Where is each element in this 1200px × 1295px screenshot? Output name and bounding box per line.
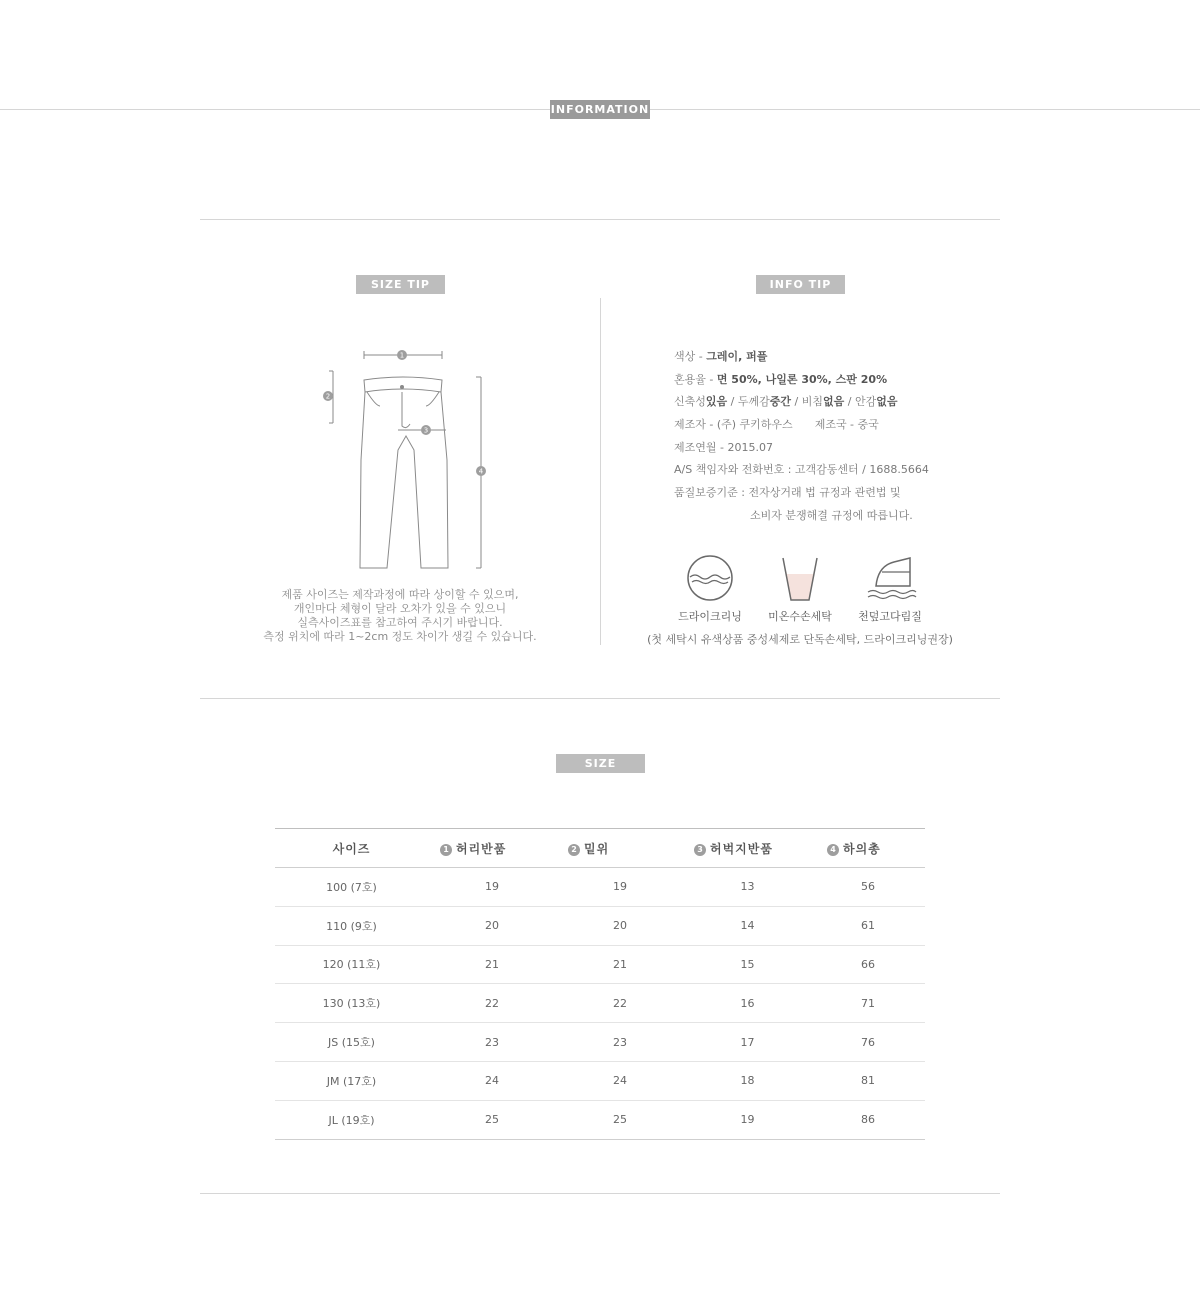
value-cell: 23 — [428, 1023, 556, 1062]
marker-1: 1 — [399, 351, 405, 360]
info-list — [674, 347, 974, 529]
value-cell: 81 — [811, 1061, 925, 1100]
info-date: 제조연월 - 2015.07 — [674, 440, 773, 454]
table-row — [275, 868, 925, 907]
section-divider — [200, 698, 1000, 699]
size-cell: 120 (11호) — [275, 945, 428, 984]
info-attributes: 신축성있음 / 두께감중간 / 비침없음 / 안감없음 — [674, 395, 898, 409]
info-tip-badge: INFO TIP — [756, 275, 845, 294]
value-cell: 71 — [811, 984, 925, 1023]
table-row — [275, 906, 925, 945]
section-divider — [200, 219, 1000, 220]
value-cell: 16 — [684, 984, 811, 1023]
col-size: 사이즈 — [275, 829, 428, 868]
care-note: (첫 세탁시 유색상품 중성세제로 단독손세탁, 드라이크리닝권장) — [647, 633, 953, 646]
marker-4: 4 — [478, 467, 484, 476]
value-cell: 15 — [684, 945, 811, 984]
value-cell: 24 — [428, 1061, 556, 1100]
value-cell: 61 — [811, 906, 925, 945]
size-cell: JS (15호) — [275, 1023, 428, 1062]
size-cell: 100 (7호) — [275, 868, 428, 907]
info-blend: 혼용율 - 면 50%, 나일론 30%, 스판 20% — [674, 372, 888, 386]
care-dry-clean: 드라이크리닝 — [670, 552, 750, 624]
pants-diagram — [310, 340, 500, 580]
info-warranty: 품질보증기준 : 전자상거래 법 규정과 관련법 및 — [674, 486, 901, 500]
care-iron: 천덮고다림질 — [850, 552, 930, 624]
value-cell: 18 — [684, 1061, 811, 1100]
value-cell: 19 — [684, 1100, 811, 1139]
value-cell: 76 — [811, 1023, 925, 1062]
value-cell: 13 — [684, 868, 811, 907]
care-hand-wash: 미온수손세탁 — [760, 552, 840, 624]
size-badge: SIZE — [556, 754, 645, 773]
marker-3: 3 — [423, 426, 429, 435]
value-cell: 19 — [556, 868, 684, 907]
value-cell: 25 — [556, 1100, 684, 1139]
value-cell: 86 — [811, 1100, 925, 1139]
info-color: 색상 - 그레이, 퍼플 — [674, 350, 768, 363]
value-cell: 23 — [556, 1023, 684, 1062]
size-cell: 130 (13호) — [275, 984, 428, 1023]
value-cell: 21 — [428, 945, 556, 984]
size-tip-note: 제품 사이즈는 제작과정에 따라 상이할 수 있으며, 개인마다 체형이 달라 오차가 있을 수 있으니 실측사이즈표를 참고하여 주시기 바랍니다. 측정 위치에 따라 1~2cm 정도 차이가 생길 수 있습니다. — [263, 588, 537, 643]
table-row — [275, 1061, 925, 1100]
information-badge: INFORMATION — [550, 100, 650, 119]
table-row — [275, 1023, 925, 1062]
value-cell: 22 — [428, 984, 556, 1023]
table-row — [275, 1100, 925, 1139]
value-cell: 20 — [556, 906, 684, 945]
value-cell: 20 — [428, 906, 556, 945]
value-cell: 66 — [811, 945, 925, 984]
value-cell: 25 — [428, 1100, 556, 1139]
col-length: 4 하의총 — [811, 829, 925, 868]
iron-icon — [862, 552, 918, 602]
value-cell: 56 — [811, 868, 925, 907]
col-waist: 1 허리반품 — [428, 829, 556, 868]
info-as-contact: A/S 책임자와 전화번호 : 고객감동센터 / 1688.5664 — [674, 463, 929, 477]
table-row — [275, 945, 925, 984]
bottom-divider — [200, 1193, 1000, 1194]
vertical-divider — [600, 298, 601, 645]
size-cell: JM (17호) — [275, 1061, 428, 1100]
value-cell: 21 — [556, 945, 684, 984]
size-tip-badge: SIZE TIP — [356, 275, 445, 294]
value-cell: 22 — [556, 984, 684, 1023]
size-table — [275, 828, 925, 1140]
marker-2: 2 — [325, 392, 331, 401]
value-cell: 24 — [556, 1061, 684, 1100]
info-maker: 제조자 - (주) 쿠키하우스 제조국 - 중국 — [674, 418, 879, 432]
col-rise: 2 밑위 — [556, 829, 684, 868]
value-cell: 19 — [428, 868, 556, 907]
table-row — [275, 984, 925, 1023]
hand-wash-icon — [775, 552, 825, 602]
value-cell: 17 — [684, 1023, 811, 1062]
col-thigh: 3 허벅지반품 — [684, 829, 811, 868]
info-warranty-cont: 소비자 분쟁해결 규정에 따릅니다. — [750, 508, 913, 522]
value-cell: 14 — [684, 906, 811, 945]
size-cell: 110 (9호) — [275, 906, 428, 945]
size-table-header — [275, 829, 925, 868]
size-cell: JL (19호) — [275, 1100, 428, 1139]
dry-clean-icon — [685, 552, 735, 602]
